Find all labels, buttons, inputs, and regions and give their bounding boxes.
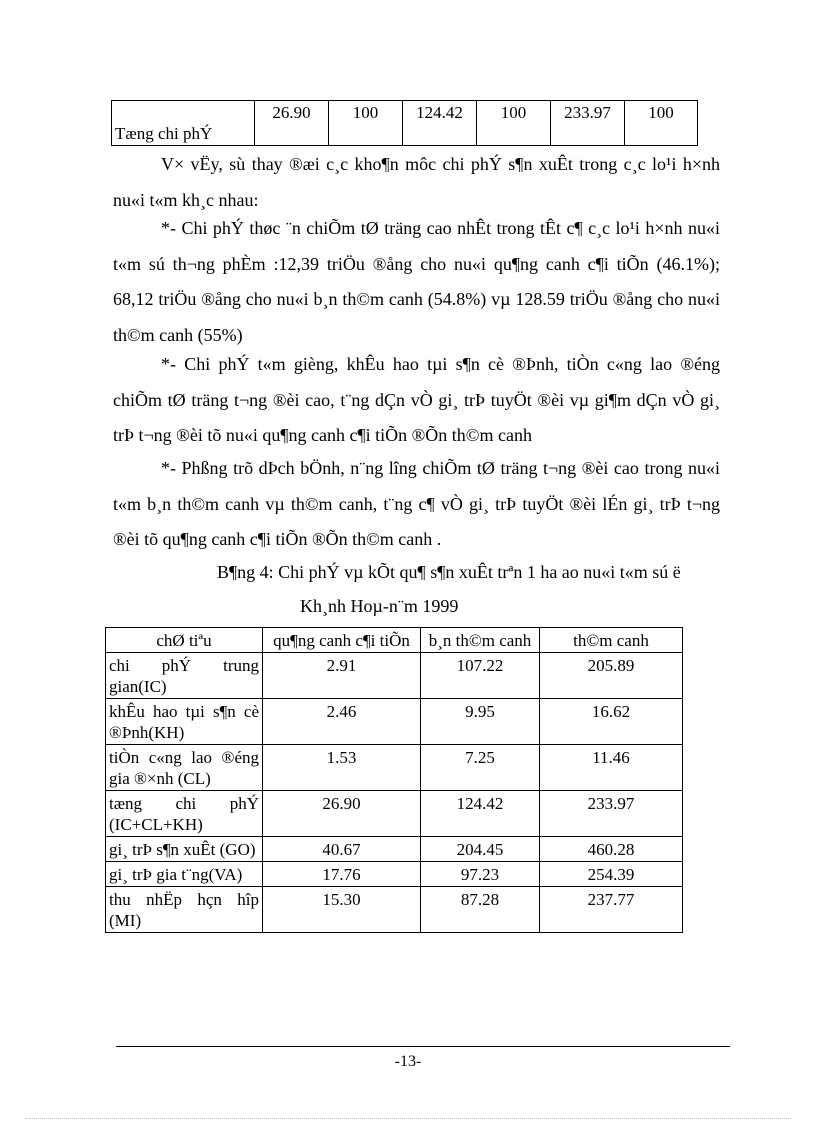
table-row bbox=[106, 699, 683, 745]
table-cell: 87.28 bbox=[421, 887, 540, 933]
table-caption-line2: Kh¸nh Hoµ-n¨m 1999 bbox=[300, 596, 459, 616]
column-header: b¸n th©m canh bbox=[421, 628, 540, 653]
row-label: gi¸ trÞ s¶n xuÊt (GO) bbox=[106, 837, 263, 862]
table-cell: 2.46 bbox=[263, 699, 421, 745]
table-cell: 97.23 bbox=[421, 862, 540, 887]
table-row bbox=[112, 101, 698, 146]
table-cell: 17.76 bbox=[263, 862, 421, 887]
row-label: Tæng chi phÝ bbox=[112, 101, 255, 146]
table-cell: 460.28 bbox=[540, 837, 683, 862]
table-caption-line1: B¶ng 4: Chi phÝ vµ kÕt qu¶ s¶n xuÊt trªn 1 ha ao nu«i t«m sú ë bbox=[217, 562, 681, 582]
table-cell: 2.91 bbox=[263, 653, 421, 699]
table-cell: 1.53 bbox=[263, 745, 421, 791]
table-row bbox=[106, 653, 683, 699]
table-cell: 11.46 bbox=[540, 745, 683, 791]
row-label: thu nhËp hçn hîp (MI) bbox=[106, 887, 263, 933]
table-cell: 15.30 bbox=[263, 887, 421, 933]
table-cell: 26.90 bbox=[263, 791, 421, 837]
table-cell: 100 bbox=[329, 101, 403, 146]
row-label: chi phÝ trung gian(IC) bbox=[106, 653, 263, 699]
page-bottom-divider bbox=[25, 1118, 791, 1119]
table-cell: 100 bbox=[625, 101, 698, 146]
table-cell: 40.67 bbox=[263, 837, 421, 862]
table-row bbox=[106, 791, 683, 837]
table-cell: 233.97 bbox=[551, 101, 625, 146]
top-table bbox=[111, 100, 698, 146]
footer-divider bbox=[116, 1046, 730, 1047]
row-label: tiÒn c«ng lao ®éng gia ®×nh (CL) bbox=[106, 745, 263, 791]
column-header: qu¶ng canh c¶i tiÕn bbox=[263, 628, 421, 653]
table-cell: 100 bbox=[477, 101, 551, 146]
table-row bbox=[106, 745, 683, 791]
table-cell: 26.90 bbox=[255, 101, 329, 146]
row-label: gi¸ trÞ gia t¨ng(VA) bbox=[106, 862, 263, 887]
table-cell: 254.39 bbox=[540, 862, 683, 887]
table-cell: 9.95 bbox=[421, 699, 540, 745]
table-cell: 233.97 bbox=[540, 791, 683, 837]
table-cell: 205.89 bbox=[540, 653, 683, 699]
row-label: khÊu hao tµi s¶n cè ®Þnh(KH) bbox=[106, 699, 263, 745]
table-cell: 7.25 bbox=[421, 745, 540, 791]
paragraph-feed-cost: *- Chi phÝ thøc ¨n chiÕm tØ träng cao nhÊt trong tÊt c¶ c¸c lo¹i h×nh nu«i t«m sú th¬ng phÈm :12,39 triÖu ®ång cho nu«i qu¶ng canh c¶i tiÕn (46.1%); 68,12 triÖu ®ång cho nu«i b¸n th©m canh (54.8%) vµ 128.59 triÖu ®ång cho nu«i th©m canh (55%) bbox=[113, 218, 720, 345]
table-cell: 204.45 bbox=[421, 837, 540, 862]
table-cell: 124.42 bbox=[421, 791, 540, 837]
table-row bbox=[106, 862, 683, 887]
table-cell: 237.77 bbox=[540, 887, 683, 933]
paragraph-disease-cost: *- Phßng trõ dÞch bÖnh, n¨ng lîng chiÕm tØ träng t¬ng ®èi cao trong nu«i t«m b¸n th©m canh vµ th©m canh, t¨ng c¶ vÒ gi¸ trÞ tuyÖt ®èi lÉn gi¸ trÞ t¬ng ®èi tõ qu¶ng canh c¶i tiÕn ®Õn th©m canh . bbox=[113, 458, 720, 549]
column-header: chØ tiªu bbox=[106, 628, 263, 653]
table-cell: 16.62 bbox=[540, 699, 683, 745]
table-row bbox=[106, 887, 683, 933]
row-label: tæng chi phÝ (IC+CL+KH) bbox=[106, 791, 263, 837]
table-row bbox=[106, 837, 683, 862]
column-header: th©m canh bbox=[540, 628, 683, 653]
page-number: -13- bbox=[394, 1053, 422, 1070]
table-cell: 107.22 bbox=[421, 653, 540, 699]
table-header-row bbox=[106, 628, 683, 653]
cost-result-table bbox=[105, 627, 683, 933]
table-cell: 124.42 bbox=[403, 101, 477, 146]
paragraph-intro: V× vËy, sù thay ®æi c¸c kho¶n môc chi phÝ s¶n xuÊt trong c¸c lo¹i h×nh nu«i t«m kh¸c nhau: bbox=[113, 154, 720, 210]
paragraph-seed-cost: *- Chi phÝ t«m gièng, khÊu hao tµi s¶n cè ®Þnh, tiÒn c«ng lao ®éng chiÕm tØ träng t¬ng ®èi cao, t¨ng dÇn vÒ gi¸ trÞ tuyÖt ®èi vµ gi¶m dÇn vÒ gi¸ trÞ t¬ng ®èi tõ nu«i qu¶ng canh c¶i tiÕn ®Õn th©m canh bbox=[113, 354, 720, 445]
